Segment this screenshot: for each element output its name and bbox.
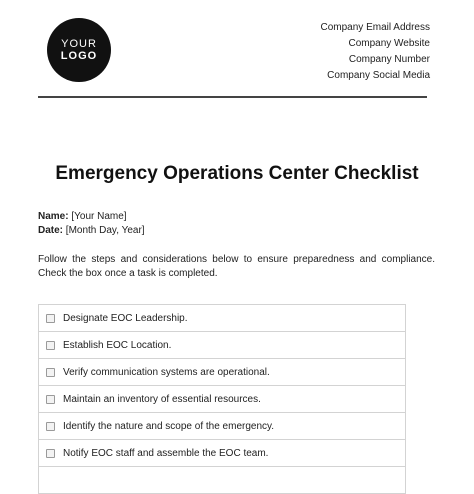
checkbox[interactable] — [46, 314, 55, 323]
company-website: Company Website — [348, 38, 430, 49]
checklist-item — [39, 305, 405, 332]
checkbox[interactable] — [46, 368, 55, 377]
company-social-media: Company Social Media — [327, 70, 430, 81]
logo-text-bottom: LOGO — [60, 50, 98, 62]
checklist-item — [39, 359, 405, 386]
company-logo — [47, 18, 111, 82]
checklist-item-label: Designate EOC Leadership. — [63, 312, 188, 324]
checkbox[interactable] — [46, 395, 55, 404]
logo-text-top: YOUR — [61, 38, 97, 50]
checklist-item — [39, 440, 405, 467]
date-label: Date: — [38, 225, 64, 236]
date-line — [38, 225, 145, 236]
checklist-item-label: Establish EOC Location. — [63, 339, 172, 351]
checklist-table — [38, 304, 406, 494]
checklist-item — [39, 332, 405, 359]
name-label: Name: — [38, 211, 69, 222]
checklist-item-partial — [39, 467, 405, 494]
company-number: Company Number — [348, 54, 430, 65]
checklist-item-label: Verify communication systems are operational. — [63, 366, 270, 378]
date-value: [Month Day, Year] — [65, 225, 145, 236]
company-email: Company Email Address — [320, 22, 430, 33]
checkbox[interactable] — [46, 341, 55, 350]
checklist-item — [39, 413, 405, 440]
checklist-item-label: Notify EOC staff and assemble the EOC team. — [63, 447, 269, 459]
instructions-paragraph: Follow the steps and considerations below to ensure preparedness and compliance. Check the box once a task is completed. — [38, 254, 435, 279]
header-divider — [38, 96, 427, 98]
company-info — [321, 20, 431, 84]
checkbox[interactable] — [46, 422, 55, 431]
checklist-item-label: Identify the nature and scope of the emergency. — [63, 420, 275, 432]
checkbox[interactable] — [46, 449, 55, 458]
name-value: [Your Name] — [71, 211, 127, 222]
checklist-item — [39, 386, 405, 413]
name-line — [38, 211, 127, 222]
checklist-item-label: Maintain an inventory of essential resources. — [63, 393, 261, 405]
document-title: Emergency Operations Center Checklist — [55, 163, 419, 184]
